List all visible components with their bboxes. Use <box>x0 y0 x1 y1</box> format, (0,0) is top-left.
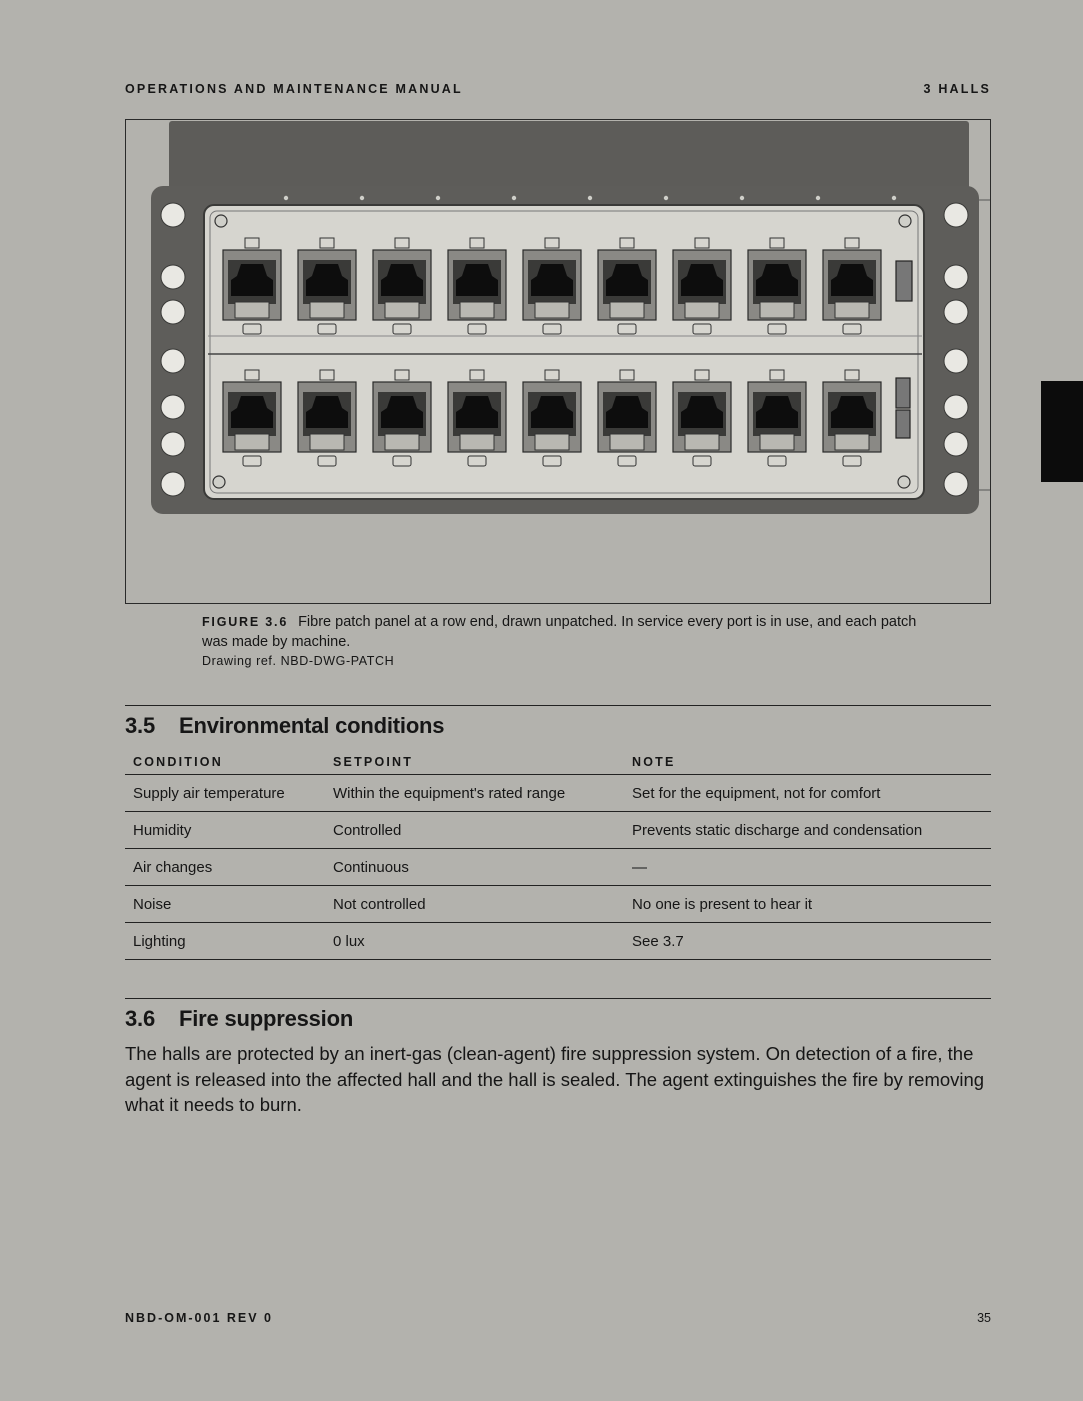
mounting-hole-icon <box>944 265 968 289</box>
side-connector <box>896 410 910 438</box>
mounting-hole-icon <box>161 203 185 227</box>
page-number: 35 <box>977 1311 991 1325</box>
column-header: CONDITION <box>125 748 325 775</box>
table-cell: Not controlled <box>325 886 624 923</box>
mounting-hole-icon <box>944 349 968 373</box>
port-latch <box>460 302 494 318</box>
port-label-tab <box>320 238 334 248</box>
rivet-icon <box>360 196 364 200</box>
rivet-icon <box>816 196 820 200</box>
mounting-hole-icon <box>161 265 185 289</box>
port-latch <box>685 434 719 450</box>
port-label-tab <box>770 370 784 380</box>
section-number: 3.5 <box>125 713 155 738</box>
screw-icon <box>215 215 227 227</box>
mounting-hole-icon <box>944 432 968 456</box>
section-body-text: The halls are protected by an inert-gas (clean-agent) fire suppression system. On detection of a fire, the agent is released into the affected hall and the hall is sealed. The agent extinguishes the fire by removing what it needs to burn. <box>125 1043 985 1115</box>
rivet-icon <box>664 196 668 200</box>
rivet-icon <box>588 196 592 200</box>
side-connector <box>896 378 910 408</box>
section-title: Fire suppression <box>179 1006 354 1031</box>
port-latch <box>610 302 644 318</box>
table-cell: — <box>624 849 991 886</box>
table-cell: Prevents static discharge and condensation <box>624 812 991 849</box>
column-header: NOTE <box>624 748 991 775</box>
table-cell: Controlled <box>325 812 624 849</box>
table-cell: Set for the equipment, not for comfort <box>624 775 991 812</box>
section-heading-3-6 <box>125 1006 353 1032</box>
table-cell: Air changes <box>125 849 325 886</box>
section-rule <box>125 998 991 999</box>
port-latch <box>685 302 719 318</box>
figure-caption-text: Fibre patch panel at a row end, drawn unpatched. In service every port is in use, and each patch was made by machine. <box>202 614 917 650</box>
mounting-hole-icon <box>161 432 185 456</box>
port-latch <box>235 302 269 318</box>
port-label-tab <box>620 238 634 248</box>
port-label-tab <box>320 370 334 380</box>
panel-chassis-top <box>169 121 969 189</box>
section-number: 3.6 <box>125 1006 155 1031</box>
section-rule <box>125 705 991 706</box>
table-cell: Supply air temperature <box>125 775 325 812</box>
patch-panel-illustration <box>126 120 990 603</box>
column-header: SETPOINT <box>325 748 624 775</box>
port-latch <box>235 434 269 450</box>
chapter-title: 3 HALLS <box>923 82 991 96</box>
table-row <box>125 886 991 923</box>
port-latch <box>310 302 344 318</box>
table-header-row <box>125 748 991 775</box>
figure-label: FIGURE 3.6 <box>202 615 289 629</box>
screw-icon <box>213 476 225 488</box>
mounting-hole-icon <box>161 472 185 496</box>
screw-icon <box>898 476 910 488</box>
table-cell: No one is present to hear it <box>624 886 991 923</box>
mounting-hole-icon <box>161 349 185 373</box>
table-row <box>125 849 991 886</box>
port-label-tab <box>470 238 484 248</box>
mounting-hole-icon <box>944 203 968 227</box>
port-latch <box>610 434 644 450</box>
figure-caption <box>202 612 922 670</box>
table-cell: Noise <box>125 886 325 923</box>
table-cell: 0 lux <box>325 923 624 960</box>
port-latch <box>385 434 419 450</box>
port-latch <box>760 434 794 450</box>
panel-faceplate <box>204 205 924 499</box>
document-id: NBD-OM-001 REV 0 <box>125 1311 273 1325</box>
rivet-icon <box>512 196 516 200</box>
page-footer <box>125 1311 991 1325</box>
table-cell: Humidity <box>125 812 325 849</box>
port-label-tab <box>245 238 259 248</box>
mounting-hole-icon <box>161 395 185 419</box>
table-row <box>125 812 991 849</box>
section-title: Environmental conditions <box>179 713 445 738</box>
port-label-tab <box>245 370 259 380</box>
drawing-reference: Drawing ref. NBD-DWG-PATCH <box>202 654 395 668</box>
running-header <box>125 82 991 96</box>
section-heading-3-5 <box>125 713 444 739</box>
table-cell: Within the equipment's rated range <box>325 775 624 812</box>
port-latch <box>385 302 419 318</box>
table-cell: See 3.7 <box>624 923 991 960</box>
rivet-icon <box>436 196 440 200</box>
port-label-tab <box>545 370 559 380</box>
mounting-hole-icon <box>944 395 968 419</box>
manual-title: OPERATIONS AND MAINTENANCE MANUAL <box>125 82 463 96</box>
rivet-icon <box>892 196 896 200</box>
mounting-hole-icon <box>944 300 968 324</box>
port-label-tab <box>395 370 409 380</box>
port-label-tab <box>845 238 859 248</box>
port-latch <box>535 434 569 450</box>
screw-icon <box>899 215 911 227</box>
port-label-tab <box>695 238 709 248</box>
port-label-tab <box>395 238 409 248</box>
port-latch <box>760 302 794 318</box>
environmental-conditions-table <box>125 748 991 960</box>
figure-frame <box>125 119 991 604</box>
port-label-tab <box>695 370 709 380</box>
port-latch <box>835 302 869 318</box>
port-label-tab <box>545 238 559 248</box>
port-latch <box>310 434 344 450</box>
rivet-icon <box>284 196 288 200</box>
mounting-hole-icon <box>161 300 185 324</box>
port-label-tab <box>620 370 634 380</box>
table-row <box>125 923 991 960</box>
port-latch <box>460 434 494 450</box>
side-connector <box>896 261 912 301</box>
port-latch <box>535 302 569 318</box>
table-row <box>125 775 991 812</box>
port-latch <box>835 434 869 450</box>
rivet-icon <box>740 196 744 200</box>
table-cell: Lighting <box>125 923 325 960</box>
table-cell: Continuous <box>325 849 624 886</box>
port-label-tab <box>770 238 784 248</box>
port-label-tab <box>845 370 859 380</box>
chapter-thumb-tab <box>1041 381 1083 482</box>
mounting-hole-icon <box>944 472 968 496</box>
port-label-tab <box>470 370 484 380</box>
